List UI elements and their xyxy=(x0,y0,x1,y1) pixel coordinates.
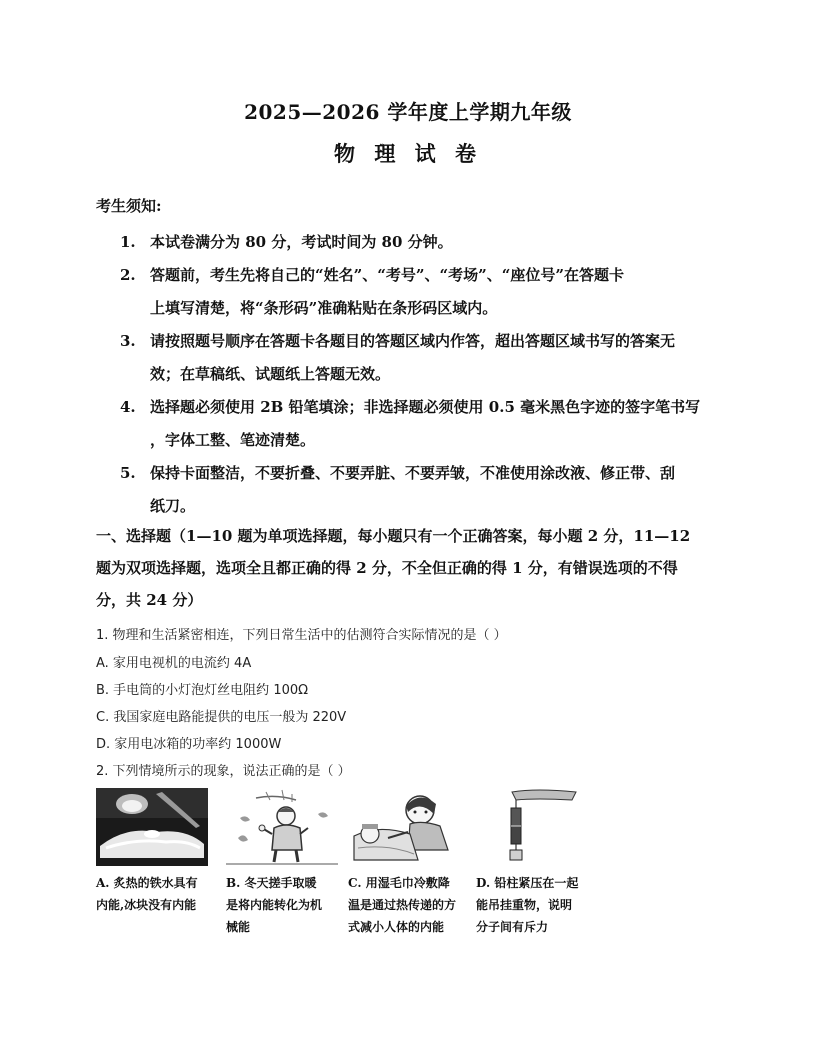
rubbing-hands-winter-image xyxy=(226,788,338,866)
exam-subject-title: 物 理 试 卷 xyxy=(334,141,482,166)
notice-item-2 xyxy=(120,259,720,325)
question-1-option-a[interactable]: A. 家用电视机的电流约 4A xyxy=(96,656,252,671)
caption-line: 是将内能转化为机 xyxy=(226,898,323,912)
notice-list xyxy=(120,226,720,523)
notice-item-5 xyxy=(120,457,720,523)
notice-text: 上填写清楚，将“条形码”准确粘贴在条形码区域内。 xyxy=(150,299,498,317)
figure-c[interactable] xyxy=(348,788,463,938)
figure-b-caption xyxy=(226,872,341,938)
notice-item-4 xyxy=(120,391,720,457)
notice-heading: 考生须知: xyxy=(96,197,162,215)
notice-item-1 xyxy=(120,226,720,259)
figure-c-caption xyxy=(348,872,463,938)
wet-towel-fever-image xyxy=(348,788,460,866)
figure-d[interactable] xyxy=(476,788,591,938)
figure-a-caption xyxy=(96,872,211,916)
question-1-option-c[interactable]: C. 我国家庭电路能提供的电压一般为 220V xyxy=(96,710,347,725)
notice-number: 4. xyxy=(120,398,136,416)
figure-d-caption xyxy=(476,872,591,938)
lead-cylinders-weight-image xyxy=(476,788,588,866)
figure-b[interactable] xyxy=(226,788,341,938)
section-line: 分，共 24 分） xyxy=(96,591,203,609)
notice-text: 纸刀。 xyxy=(150,497,196,515)
question-1-option-d[interactable]: D. 家用电冰箱的功率约 1000W xyxy=(96,737,282,752)
notice-number: 3. xyxy=(120,332,136,350)
caption-line: 械能 xyxy=(226,920,251,934)
notice-text: 请按照题号顺序在答题卡各题目的答题区域内作答，超出答题区域书写的答案无 xyxy=(150,332,676,350)
notice-text: 本试卷满分为 80 分，考试时间为 80 分钟。 xyxy=(150,233,453,251)
notice-text: 保持卡面整洁，不要折叠、不要弄脏、不要弄皱，不准使用涂改液、修正带、刮 xyxy=(150,464,676,482)
notice-text: ，字体工整、笔迹清楚。 xyxy=(150,431,316,449)
caption-line: 分子间有斥力 xyxy=(476,920,549,934)
caption-line: A. 炙热的铁水具有 xyxy=(96,876,198,890)
notice-text: 答题前，考生先将自己的“姓名”、“考号”、“考场”、“座位号”在答题卡 xyxy=(150,266,625,284)
caption-line: 式减小人体的内能 xyxy=(348,920,445,934)
section-heading xyxy=(96,520,722,616)
section-line: 一、选择题（1—10 题为单项选择题，每小题只有一个正确答案，每小题 2 分，11—12 xyxy=(96,527,691,545)
caption-line: B. 冬天搓手取暖 xyxy=(226,876,317,890)
exam-title: 2025—2026 学年度上学期九年级 xyxy=(244,100,572,124)
section-line: 题为双项选择题，选项全且都正确的得 2 分，不全但正确的得 1 分，有错误选项的不得 xyxy=(96,559,678,577)
notice-item-3 xyxy=(120,325,720,391)
notice-text: 效；在草稿纸、试题纸上答题无效。 xyxy=(150,365,391,383)
caption-line: 内能,冰块没有内能 xyxy=(96,898,197,912)
question-1-option-b[interactable]: B. 手电筒的小灯泡灯丝电阻约 100Ω xyxy=(96,683,309,698)
caption-line: D. 铅柱紧压在一起 xyxy=(476,876,579,890)
notice-number: 1. xyxy=(120,233,136,251)
notice-text: 选择题必须使用 2B 铅笔填涂；非选择题必须使用 0.5 毫米黑色字迹的签字笔书写 xyxy=(150,398,701,416)
caption-line: C. 用湿毛巾冷敷降 xyxy=(348,876,450,890)
caption-line: 能吊挂重物，说明 xyxy=(476,898,573,912)
question-2-figures xyxy=(96,788,596,948)
question-1-stem: 1. 物理和生活紧密相连，下列日常生活中的估测符合实际情况的是（ ） xyxy=(96,628,507,643)
question-2-stem: 2. 下列情境所示的现象，说法正确的是（ ） xyxy=(96,764,351,779)
figure-a[interactable] xyxy=(96,788,211,916)
notice-number: 5. xyxy=(120,464,136,482)
notice-number: 2. xyxy=(120,266,136,284)
caption-line: 温是通过热传递的方 xyxy=(348,898,457,912)
hot-iron-on-ice-image xyxy=(96,788,208,866)
